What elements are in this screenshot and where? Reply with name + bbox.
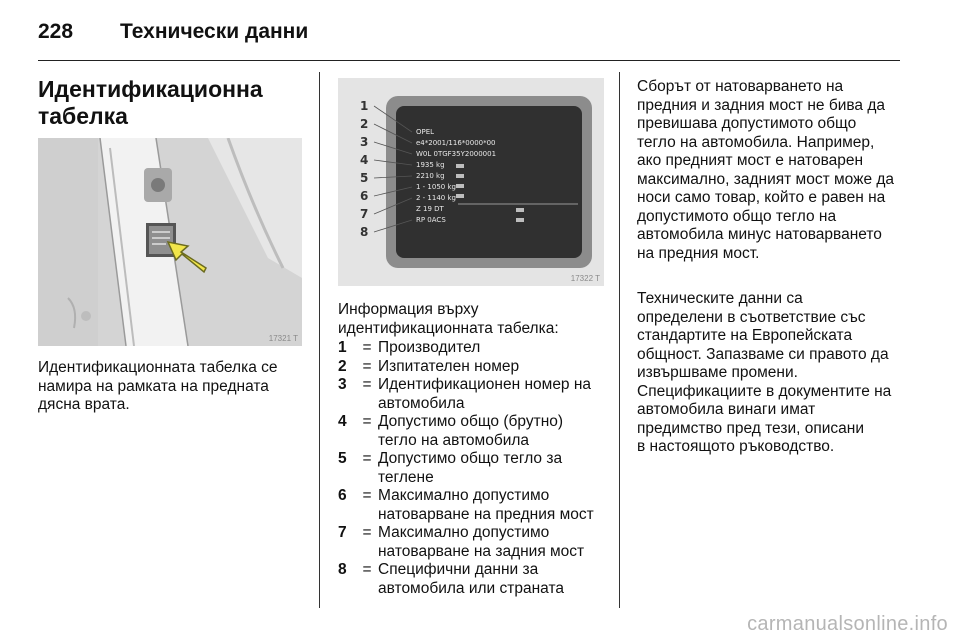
legend-number: 5 (338, 450, 347, 467)
legend-equals: = (362, 524, 372, 541)
legend-number: 1 (338, 339, 347, 356)
legend-number: 4 (338, 413, 347, 430)
section-title-line: Идентификационна (38, 76, 263, 102)
door-frame-illustration (38, 138, 302, 346)
legend-item (338, 524, 608, 561)
door-frame-photo (38, 138, 302, 346)
paragraph-line: ако предният мост е натоварен (637, 152, 864, 169)
legend-item (338, 358, 608, 377)
identification-plate-illustration (338, 78, 604, 286)
paragraph-line: общност. Запазваме си правото да (637, 345, 889, 363)
paragraph-line: носи само товар, който е равен на (637, 189, 886, 206)
column-divider-1 (319, 72, 320, 608)
plate-line: e4*2001/116*0000*00 (416, 139, 496, 147)
legend-item (338, 339, 608, 358)
paragraph-line: Спецификациите в документите на (637, 382, 892, 400)
legend-item (338, 487, 608, 524)
callout-4: 4 (360, 153, 369, 167)
legend-equals: = (362, 376, 372, 393)
callout-5: 5 (360, 171, 369, 185)
paragraph-line: стандартите на Европейската (637, 327, 853, 344)
plate-line: Z 19 DT (416, 205, 444, 213)
paragraph-line: автомобила минус натоварването (637, 226, 882, 243)
section-title (38, 76, 298, 130)
section-title-line: табелка (38, 103, 128, 129)
plate-line: 2210 kg (416, 172, 445, 180)
legend-item (338, 413, 608, 450)
plate-info-intro (338, 301, 608, 338)
paragraph-line: на предния мост. (637, 244, 760, 262)
chapter-title: Технически данни (120, 20, 309, 43)
paragraph-line: автомобила винаги имат (637, 401, 816, 418)
plate-legend (338, 339, 608, 598)
legend-equals: = (362, 339, 372, 356)
legend-text: Специфични данни за автомобила или страната (378, 561, 564, 597)
paragraph-line: Техническите данни са (637, 290, 803, 307)
legend-number: 3 (338, 376, 347, 393)
legend-text: Максимално допустимо натоварване на предния мост (378, 487, 594, 523)
callout-3: 3 (360, 135, 369, 149)
callout-1: 1 (360, 99, 369, 113)
legend-equals: = (362, 450, 372, 467)
plate-line: OPEL (416, 128, 435, 136)
plate-line: RP 0ACS (416, 216, 446, 224)
plate-line: 1 - 1050 kg (416, 183, 456, 191)
paragraph-line: допустимото общо тегло на (637, 207, 837, 225)
callout-6: 6 (360, 189, 369, 203)
legend-item (338, 376, 608, 413)
paragraph-line: предимство пред тези, описани (637, 419, 864, 437)
image-code: 17322 T (570, 274, 600, 283)
header-rule (38, 60, 900, 61)
legend-number: 6 (338, 487, 347, 504)
paragraph-line: определени в съответствие със (637, 308, 866, 326)
column-divider-2 (619, 72, 620, 608)
callout-2: 2 (360, 117, 369, 131)
paragraph-line: Сборът от натоварването на (637, 78, 844, 95)
legend-number: 8 (338, 561, 347, 578)
identification-plate-photo (338, 78, 604, 286)
watermark: carmanualsonline.info (747, 613, 948, 635)
paragraph-line: в настоящото ръководство. (637, 438, 835, 455)
legend-number: 7 (338, 524, 347, 541)
callout-8: 8 (360, 225, 369, 239)
paragraph-line: тегло на автомобила. Например, (637, 133, 875, 151)
legend-text: Максимално допустимо натоварване на задния мост (378, 524, 585, 560)
legend-equals: = (362, 357, 372, 375)
legend-text: Допустимо общо тегло за теглене (378, 450, 563, 486)
legend-equals: = (362, 487, 372, 504)
legend-text: Идентификационен номер на автомобила (378, 376, 592, 412)
legend-text: Производител (378, 339, 481, 356)
caption-line: Идентификационната табелка се (38, 359, 278, 376)
paragraph-line: предния и задния мост не бива да (637, 96, 886, 114)
legend-number: 2 (338, 357, 347, 375)
legend-text: Изпитателен номер (378, 357, 520, 375)
callout-7: 7 (360, 207, 369, 221)
legend-equals: = (362, 561, 372, 578)
image-code: 17321 T (268, 334, 298, 343)
paragraph-line: максимално, задният мост може да (637, 170, 895, 188)
caption-line: дясна врата. (38, 396, 130, 413)
legend-equals: = (362, 413, 372, 430)
caption-line: намира на рамката на предната (38, 377, 269, 395)
intro-line: идентификационната табелка: (338, 319, 559, 337)
plate-line: 2 - 1140 kg (416, 194, 456, 202)
caption-plate-location (38, 359, 308, 415)
intro-line: Информация върху (338, 301, 479, 318)
page-header (38, 14, 900, 48)
legend-text: Допустимо общо (брутно) тегло на автомобила (378, 413, 564, 449)
paragraph-line: превишава допустимото общо (637, 115, 857, 132)
legend-item (338, 450, 608, 487)
paragraph-line: извършваме промени. (637, 364, 798, 381)
axle-load-paragraph (637, 78, 903, 263)
legend-item (338, 561, 608, 598)
page-number: 228 (38, 20, 74, 43)
plate-line: 1935 kg (416, 161, 445, 169)
specifications-paragraph (637, 290, 903, 457)
plate-line: W0L 0TGF35Y2000001 (416, 150, 497, 158)
